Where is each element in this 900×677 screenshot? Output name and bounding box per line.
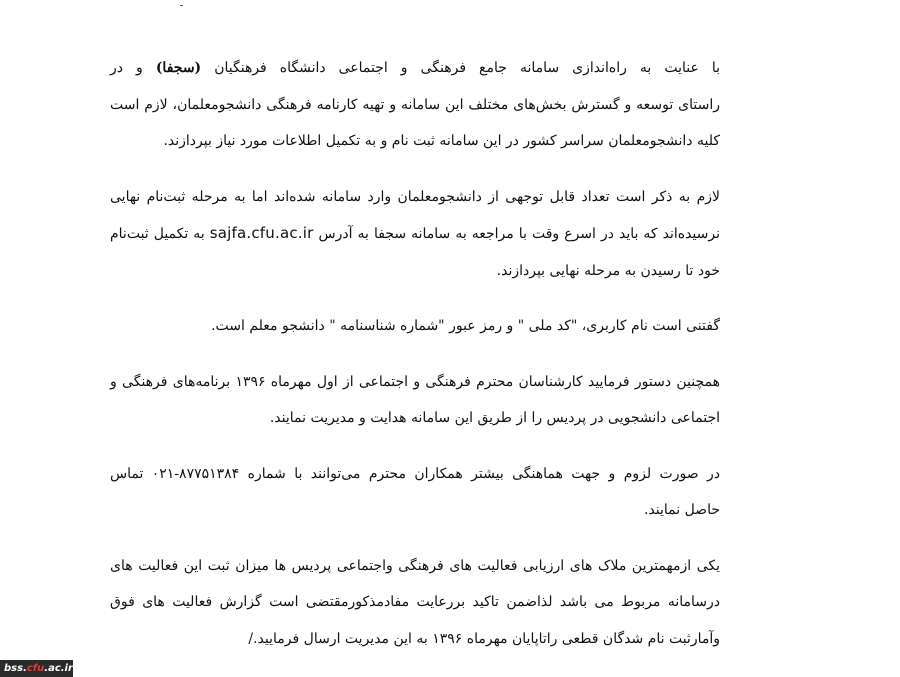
text-line (110, 50, 720, 87)
text-line: گفتنی است نام کاربری، "کد ملی " و رمز عبور "شماره شناسنامه " دانشجو معلم است. (211, 318, 720, 334)
site-watermark (0, 660, 73, 677)
paragraph-registration (110, 179, 720, 290)
text-line: حاصل نمایند. (643, 502, 720, 518)
text-fragment: نرسیده‌اند که باید در اسرع وقت با مراجعه به سامانه سجفا به آدرس (313, 226, 721, 242)
paragraph-intro (110, 50, 720, 160)
text-fragment: با عنایت به راه‌اندازی سامانه جامع فرهنگی و اجتماعی دانشگاه فرهنگیان (201, 60, 720, 76)
text-line: یکی ازمهمترین ملاک های ارزیابی فعالیت های فرهنگی واجتماعی پردیس ها میزان ثبت این فعالیت های (110, 557, 720, 574)
paragraph-evaluation (110, 548, 720, 658)
sajfa-acronym: (سجفا) (155, 60, 202, 76)
scan-mark (180, 5, 183, 6)
text-line: همچنین دستور فرمایید کارشناسان محترم فرهنگی و اجتماعی از اول مهرماه ۱۳۹۶ برنامه‌های فرهنگی و (110, 373, 720, 390)
text-line: وآمارثبت نام شدگان قطعی راتاپایان مهرماه ۱۳۹۶ به این مدیریت ارسال فرمایید./ (248, 630, 720, 647)
paragraph-credentials (110, 308, 720, 345)
text-line: درسامانه مربوط می باشد لذاضمن تاکید بررعایت مفادمذکورمقتضی است گزارش فعالیت های فوق (110, 594, 720, 610)
text-line: در صورت لزوم و جهت هماهنگی بیشتر همکاران محترم می‌توانند با شماره ۸۷۷۵۱۳۸۴-۰۲۱ تماس (110, 465, 720, 482)
text-line: لازم به ذکر است تعداد قابل توجهی از دانشجومعلمان وارد سامانه شده‌اند اما به مرحله ثبت‌نام نهایی (110, 188, 720, 205)
text-fragment: و در (110, 60, 156, 76)
text-fragment: به تکمیل ثبت‌نام (110, 226, 210, 242)
watermark-prefix: bss. (4, 663, 27, 674)
text-line: کلیه دانشجومعلمان سراسر کشور در این سامانه ثبت نام و به تکمیل اطلاعات مورد نیاز بپردازند. (163, 133, 720, 149)
text-line: راستای توسعه و گسترش بخش‌های مختلف این سامانه و تهیه کارنامه فرهنگی دانشجومعلمان، لازم است (110, 96, 720, 113)
letter-body (110, 50, 720, 676)
paragraph-contact (110, 456, 720, 529)
text-line (110, 215, 720, 253)
text-line: خود تا رسیدن به مرحله نهایی بپردازند. (496, 262, 720, 279)
paragraph-instructions (110, 364, 720, 437)
watermark-accent: cfu (26, 663, 45, 674)
watermark-suffix: .ac.ir (44, 663, 73, 674)
text-line: اجتماعی دانشجویی در پردیس را از طریق این سامانه هدایت و مدیریت نمایند. (269, 410, 720, 426)
sajfa-url-link[interactable]: sajfa.cfu.ac.ir (209, 224, 314, 242)
